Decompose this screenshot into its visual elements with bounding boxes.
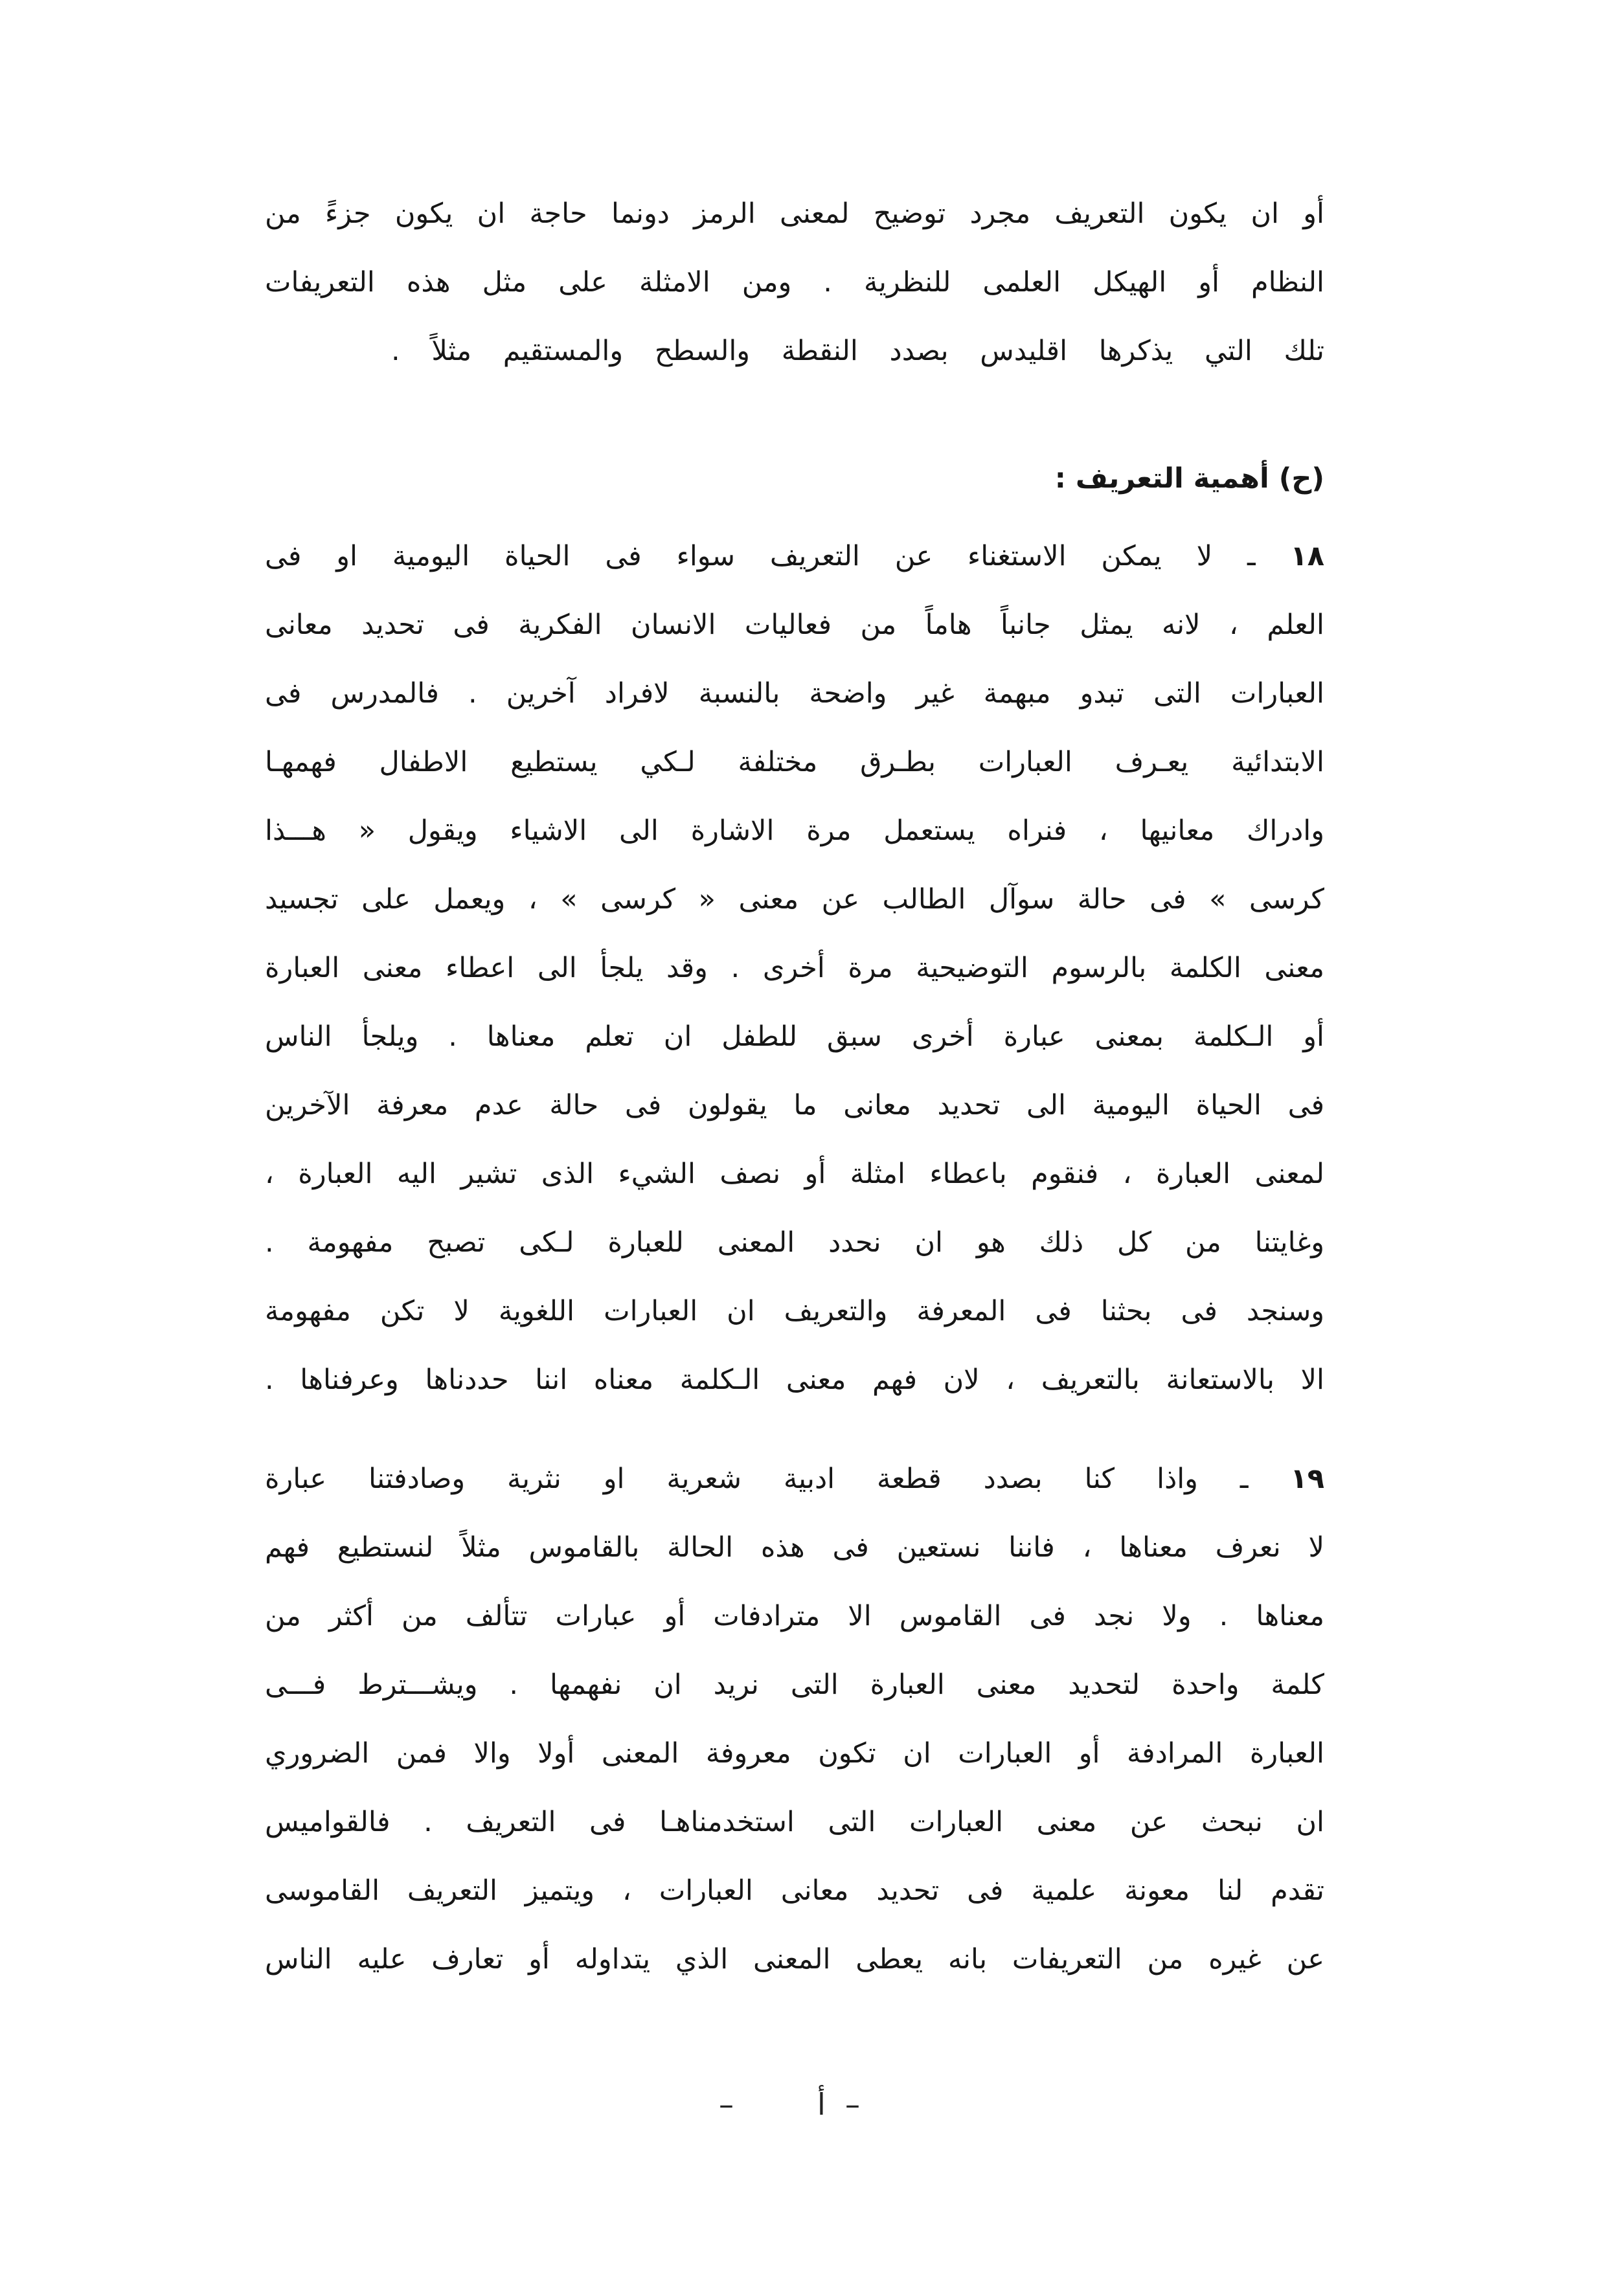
paragraph-number: ١٩ — [1290, 1463, 1324, 1495]
paragraph-number: ١٨ — [1290, 540, 1324, 572]
text-line: لمعنى العبارة ، فنقوم باعطاء امثلة أو نصف الشيء الذى تشير اليه العبارة ، — [265, 1158, 1324, 1190]
text-line: أو الـكلمة بمعنى عبارة أخرى سبق للطفل ان تعلم معناها . ويلجأ الناس — [265, 1020, 1324, 1053]
intro-paragraph — [265, 179, 1324, 385]
text-line: فى الحياة اليومية الى تحديد معانى ما يقولون فى حالة عدم معرفة الآخرين — [265, 1089, 1324, 1121]
footer-left-dash: – — [719, 2087, 734, 2122]
text-line: النظام أو الهيكل العلمى للنظرية . ومن الامثلة على مثل هذه التعريفات — [265, 266, 1324, 298]
text-line: معنى الكلمة بالرسوم التوضيحية مرة أخرى . وقد يلجأ الى اعطاء معنى العبارة — [265, 952, 1324, 984]
text-line: الا بالاستعانة بالتعريف ، لان فهم معنى الـكلمة معناه اننا حددناها وعرفناها . — [265, 1364, 1324, 1396]
text-line: كلمة واحدة لتحديد معنى العبارة التى نريد ان نفهمها . ويشـــترط فـــى — [265, 1669, 1324, 1701]
heading-line — [265, 444, 1324, 513]
text-line — [265, 522, 1324, 591]
text-line: الابتدائية يعـرف العبارات بطـرق مختلفة لـكي يستطيع الاطفال فهمهـا — [265, 746, 1324, 778]
text-line: وغايتنا من كل ذلك هو ان نحدد المعنى للعبارة لـكى تصبح مفهومة . — [265, 1226, 1324, 1259]
page-number: أ — [817, 2087, 826, 2122]
paragraph-18 — [265, 522, 1324, 1414]
text-line: ان نبحث عن معنى العبارات التى استخدمناهـا فى التعريف . فالقواميس — [265, 1806, 1324, 1838]
text-line: وسنجد فى بحثنا فى المعرفة والتعريف ان العبارات اللغوية لا تكن مفهومة — [265, 1295, 1324, 1327]
section-heading — [265, 444, 1324, 513]
text-line: وادراك معانيها ، فنراه يستعمل مرة الاشارة الى الاشياء ويقول « هـــذا — [265, 815, 1324, 847]
heading-title: أهمية التعريف : — [1054, 462, 1269, 495]
text-line: أو ان يكون التعريف مجرد توضيح لمعنى الرمز دونما حاجة ان يكون جزءً من — [265, 197, 1324, 230]
text-line: معناها . ولا نجد فى القاموس الا مترادفات أو عبارات تتألف من أكثر من — [265, 1600, 1324, 1632]
text-line: تقدم لنا معونة علمية فى تحديد معانى العبارات ، ويتميز التعريف القاموسى — [265, 1874, 1324, 1907]
text-line — [265, 1445, 1324, 1513]
text-line: كرسى » فى حالة سوآل الطالب عن معنى « كرسى » ، ويعمل على تجسيد — [265, 883, 1324, 916]
text-line: العبارة المرادفة أو العبارات ان تكون معروفة المعنى أولا والا فمن الضروري — [265, 1737, 1324, 1770]
text-line: لا نعرف معناها ، فاننا نستعين فى هذه الحالة بالقاموس مثلاً لنستطيع فهم — [265, 1531, 1324, 1564]
text-line: العلم ، لانه يمثل جانباً هاماً من فعاليات الانسان الفكرية فى تحديد معانى — [265, 609, 1324, 641]
text-span: ـ لا يمكن الاستغناء عن التعريف سواء فى الحياة اليومية او فى — [265, 540, 1256, 572]
text-span: ـ واذا كنا بصدد قطعة ادبية شعرية او نثرية وصادفتنا عبارة — [265, 1463, 1249, 1495]
paragraph-19 — [265, 1445, 1324, 1994]
text-line: تلك التي يذكرها اقليدس بصدد النقطة والسطح والمستقيم مثلاً . — [391, 335, 1324, 367]
footer-right-dash: – — [845, 2087, 860, 2122]
heading-letter: (ح) — [1278, 462, 1324, 495]
text-line: العبارات التى تبدو مبهمة غير واضحة بالنسبة لافراد آخرين . فالمدرس فى — [265, 677, 1324, 710]
text-line: عن غيره من التعريفات بانه يعطى المعنى الذي يتداوله أو تعارف عليه الناس — [265, 1943, 1324, 1975]
